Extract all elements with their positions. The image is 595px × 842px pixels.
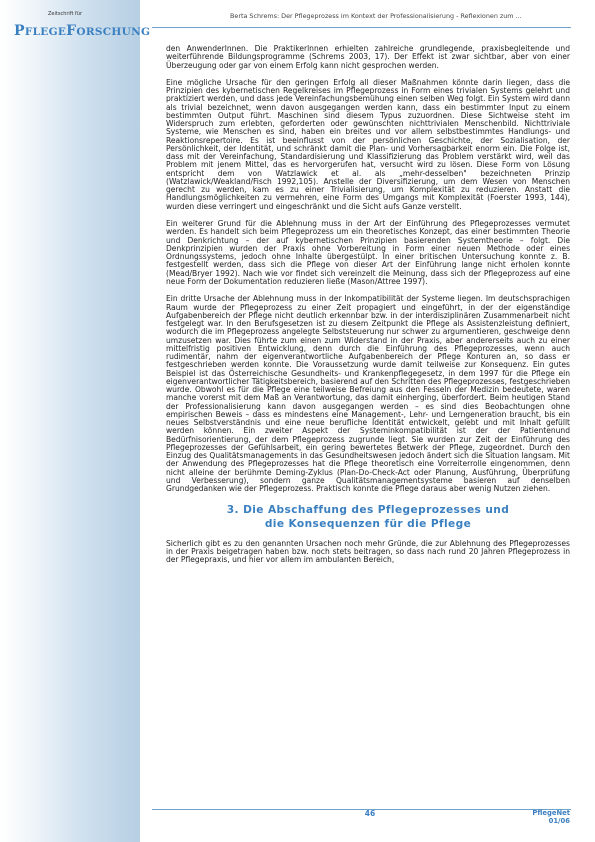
section-heading: 3. Die Abschaffung des Pflegeprozesses und die Konsequenzen für die Pflege [226,503,510,530]
paragraph: Eine mögliche Ursache für den geringen Erfolg all dieser Maßnahmen könnte darin liegen, dass die Prinzipien des kybernetischen Regelkreises im Pflegeprozess in Form eines trivialen Systems gelehrt und praktiziert werden, und dass jede Vereinfachungsbemühung einen selben Weg folgt. Ein System wird dann als trivial bezeichnet, wenn davon ausgegangen werden kann, dass ein bestimmter Input zu einem bestimmten Output führt. Maschinen sind diesem Typus zuzuordnen. Diese Sichtweise steht im Widerspruch zum erlebten, geforderten oder gewünschten nichttrivialen Menschenbild. Nichttriviale Systeme, wie Menschen es sind, haben ein breites und vor allem selbstbestimmtes Handlungs- und Reaktionsrepertoire. Es ist beeinflusst von der persönlichen Geschichte, der Sozialisation, der Persönlichkeit, der Identität, und schränkt damit die Plan- und Vorhersagbarkeit enorm ein. Die Folge ist, dass mit der Vereinfachung, Standardisierung und Klassifizierung das Problem verstärkt wird, weil das Problem mit jenem Mittel, das es hervorgerufen hat, versucht wird zu lösen. Diese Form von Lösung entspricht dem von Watzlawick et al. als „mehr-desselben" bezeichneten Prinzip (Watzlawick/Weakland/Fisch 1992,105). Anstelle der Diversifizierung, um dem Wesen von Menschen gerecht zu werden, kam es zu einer Trivialisierung, um Komplexität zu reduzieren. Anstatt die Handlungsmöglichkeiten zu vermehren, eine Form des Umgangs mit Komplexität (Foerster 1993, 144), wurden diese verringert und eingeschränkt und die Sicht aufs Ganze verstellt. [166,77,570,211]
page-number: 46 [364,809,376,818]
issue-label: PflegeNet 01/06 [532,809,570,825]
running-header: Berta Schrems: Der Pflegeprozess im Kontext der Professionalisierung - Reflexionen zum ... [230,12,522,20]
paragraph: den Anwenderlnnen. Die Praktikerlnnen erhielten zahlreiche grundlegende, praxisbegleitende und weiterführende Bildungsprogramme (Schrems 2003, 17). Der Effekt ist zwar sichtbar, aber von einer Überzeugung oder gar von einem Erfolg kann nicht gesprochen werden. [166,44,570,70]
paragraph: Sicherlich gibt es zu den genannten Ursachen noch mehr Gründe, die zur Ablehnung des Pflegeprozesses in der Praxis beigetragen haben bzw. noch stets beitragen, so dass nach rund 20 Jahren Pflegeprozess in der Pflegepraxis, und hier vor allem im ambulanten Bereich, [166,538,570,564]
logo-subtitle: Zeitschrift für [48,11,83,17]
sidebar-gradient [0,0,140,842]
article-body [166,45,570,573]
journal-logo: Zeitschrift für PFLEGEFORSCHUNG [14,11,151,39]
paragraph: Ein weiterer Grund für die Ablehnung muss in der Art der Einführung des Pflegeprozesses vermutet werden. Es handelt sich beim Pflegeprozess um ein theoretisches Konzept, das einer bestimmten Theorie und Denkrichtung – der auf kybernetischen Prinzipien basierenden Systemtheorie – folgt. Die Denkprinzipien wurden der Praxis ohne Vorbereitung in Form einer neuen Methode oder eines Ordnungssystems, jedoch ohne Inhalte übergestülpt. In einer britischen Untersuchung konnte z. B. festgestellt werden, dass sich die Pflege von dieser Art der Einführung lange nicht erholen konnte (Mead/Bryer 1992). Nach wie vor findet sich vereinzelt die Meinung, dass sich der Pflegeprozess auf eine neue Form der Dokumentation reduzieren ließe (Mason/Attree 1997). [166,219,570,286]
paragraph: Ein dritte Ursache der Ablehnung muss in der Inkompatibilität der Systeme liegen. Im deutschsprachigen Raum wurde der Pflegeprozess zu einer Zeit propagiert und eingeführt, in der der eigenständige Aufgabenbereich der Pflege nicht deutlich erkennbar bzw. in der interdisziplinären Zusammenarbeit nicht festgelegt war. In den Berufsgesetzen ist zu diesem Zeitpunkt die Pflege als Assistenzleistung definiert, wodurch die im Pflegeprozess angelegte Selbststeuerung nur schwer zu argumentieren, geschweige denn umzusetzen war. Dies führte zum einen zum Widerstand in der Praxis, aber andererseits auch zu einer mittelfristig positiven Entwicklung, denn durch die Einführung des Pflegeprozesses, wenn auch rudimentär, nahm der eigenverantwortliche Aufgabenbereich der Pflege Konturen an, so dass er festgeschrieben werden konnte. Die Voraussetzung wurde damit teilweise zur Konsequenz. Ein gutes Beispiel ist das Österreichische Gesundheits- und Krankenpflegegesetz, in dem 1997 für die Pflege ein eigenverantwortlicher Tätigkeitsbereich, basierend auf den Schritten des Pflegeprozesses, festgeschrieben wurde. Obwohl es für die Pflege eine teilweise Befreiung aus den Fesseln der Medizin bedeutete, waren manche vorerst mit dem Maß an Verantwortung, das damit einherging, überfordert. Beim heutigen Stand der Professionalisierung kann davon ausgegangen werden – es sind dies Beobachtungen ohne empirischen Beweis – dass es mindestens eine Management-, Lehr- und Lerngeneration braucht, bis ein neues Selbstverständnis und eine neue berufliche Identität entwickelt, gelebt und mit Inhalt gefüllt werden können. Ein zweiter Aspekt der Systeminkompatibilität ist der der Patientenund Bedürfnisorientierung, der dem Pflegeprozess zugrunde liegt. Sie wurden zur Zeit der Einführung des Pflegeprozesses der Gefühlsarbeit, ein gering bewertetes Betwerk der Pflege, zugeordnet. Durch den Einzug des Qualitätsmanagements in das Gesundheitswesen jedoch ändert sich die Situation langsam. Mit der Anwendung des Pflegeprozesses hat die Pflege theoretisch eine Vorreiterrolle eingenommen, denn nicht alleine der berühmte Deming-Zyklus (Plan-Do-Check-Act oder Planung, Ausführung, Überprüfung und Verbesserung), sondern ganze Qualitätsmanagementsysteme basieren auf denselben Grundgedanken wie der Pflegeprozess. Praktisch konnte die Pflege daraus aber wenig Nutzen ziehen. [166,294,570,494]
header-rule [152,27,571,28]
